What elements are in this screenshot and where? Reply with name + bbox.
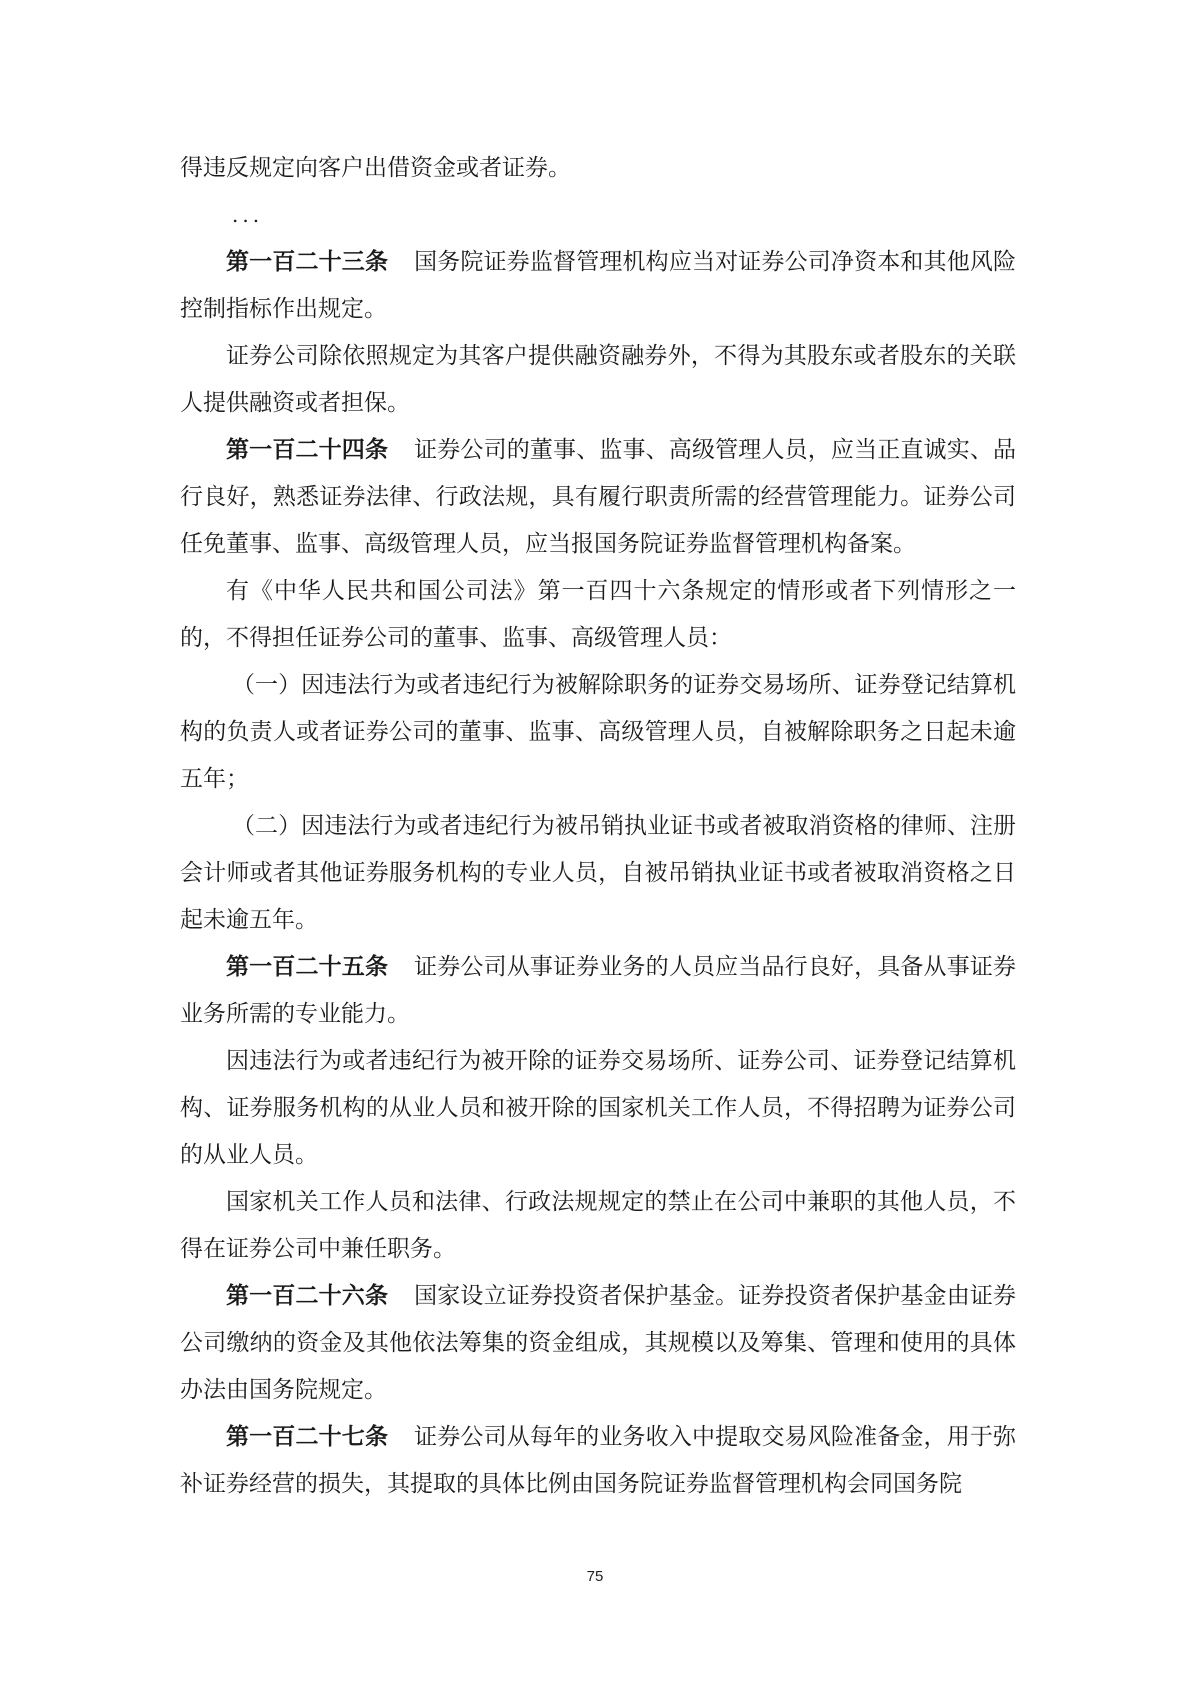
article-127-heading: 第一百二十七条 bbox=[226, 1424, 389, 1450]
article-124 bbox=[180, 427, 1016, 568]
page-number: 75 bbox=[586, 1568, 604, 1585]
article-124-item-1: （一）因违法行为或者违纪行为被解除职务的证券交易场所、证券登记结算机构的负责人或者证券公司的董事、监事、高级管理人员，自被解除职务之日起未逾五年； bbox=[180, 672, 1016, 792]
article-124-heading: 第一百二十四条 bbox=[226, 437, 389, 463]
article-123-paragraph-2: 证券公司除依照规定为其客户提供融资融券外，不得为其股东或者股东的关联人提供融资或者担保。 bbox=[180, 343, 1016, 416]
omission-ellipsis: ... bbox=[232, 203, 264, 227]
article-123-heading: 第一百二十三条 bbox=[226, 249, 389, 275]
body-text bbox=[180, 145, 1016, 1508]
article-125-paragraph-2: 因违法行为或者违纪行为被开除的证券交易场所、证券公司、证券登记结算机构、证券服务机构的从业人员和被开除的国家机关工作人员，不得招聘为证券公司的从业人员。 bbox=[180, 1048, 1016, 1168]
continuation-paragraph: 得违反规定向客户出借资金或者证券。 bbox=[180, 155, 571, 181]
article-126 bbox=[180, 1273, 1016, 1414]
article-124-item-2: （二）因违法行为或者违纪行为被吊销执业证书或者被取消资格的律师、注册会计师或者其他证券服务机构的专业人员，自被吊销执业证书或者被取消资格之日起未逾五年。 bbox=[180, 813, 1016, 933]
article-125-paragraph-3: 国家机关工作人员和法律、行政法规规定的禁止在公司中兼职的其他人员，不得在证券公司中兼任职务。 bbox=[180, 1189, 1016, 1262]
article-126-body: 国家设立证券投资者保护基金。证券投资者保护基金由证券公司缴纳的资金及其他依法筹集的资金组成，其规模以及筹集、管理和使用的具体办法由国务院规定。 bbox=[180, 1283, 1016, 1403]
article-124-paragraph-2: 有《中华人民共和国公司法》第一百四十六条规定的情形或者下列情形之一的，不得担任证券公司的董事、监事、高级管理人员： bbox=[180, 578, 1016, 651]
article-127 bbox=[180, 1414, 1016, 1508]
article-124-body: 证券公司的董事、监事、高级管理人员，应当正直诚实、品行良好，熟悉证券法律、行政法规，具有履行职责所需的经营管理能力。证券公司任免董事、监事、高级管理人员，应当报国务院证券监督管理机构备案。 bbox=[180, 437, 1016, 557]
article-123 bbox=[180, 239, 1016, 333]
article-125-body: 证券公司从事证券业务的人员应当品行良好，具备从事证券业务所需的专业能力。 bbox=[180, 954, 1016, 1027]
article-125 bbox=[180, 944, 1016, 1038]
article-126-heading: 第一百二十六条 bbox=[226, 1283, 389, 1309]
article-123-body: 国务院证券监督管理机构应当对证券公司净资本和其他风险控制指标作出规定。 bbox=[180, 249, 1016, 322]
article-125-heading: 第一百二十五条 bbox=[226, 954, 389, 980]
article-127-body: 证券公司从每年的业务收入中提取交易风险准备金，用于弥补证券经营的损失，其提取的具体比例由国务院证券监督管理机构会同国务院 bbox=[180, 1424, 1016, 1497]
